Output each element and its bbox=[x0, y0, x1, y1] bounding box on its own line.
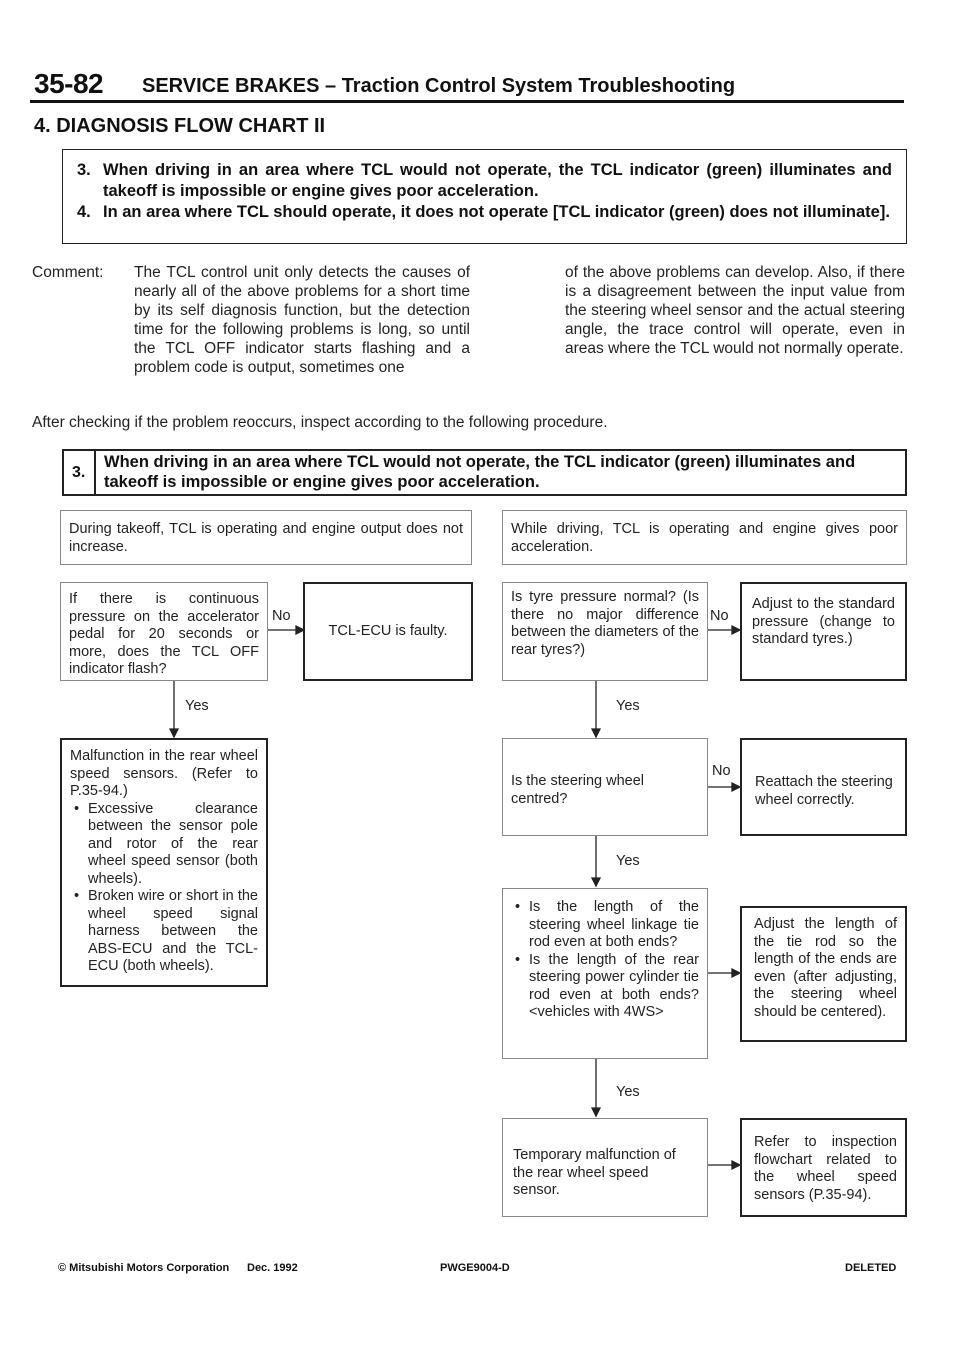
comment-label: Comment: bbox=[32, 264, 104, 281]
no-label: No bbox=[710, 608, 729, 624]
comment-left-column: The TCL control unit only detects the causes of nearly all of the above problems for a short time by its self diagnosis function, but the detection time for the following problems is long, so until the TCL OFF indicator starts flashing and a problem code is output, sometimes one bbox=[134, 264, 470, 376]
flow-question-tyre-pressure: Is tyre pressure normal? (Is there no major difference between the diameters of the rear tyres?) bbox=[502, 582, 708, 681]
flow-result-temporary-malfunction: Temporary malfunction of the rear wheel speed sensor. bbox=[502, 1118, 708, 1217]
flow-question-steering-centred: Is the steering wheel centred? bbox=[502, 738, 708, 836]
condition-item: 3. When driving in an area where TCL would not operate, the TCL indicator (green) illuminates and takeoff is impossible or engine gives poor acceleration. bbox=[77, 161, 892, 200]
section-title: 4. DIAGNOSIS FLOW CHART II bbox=[34, 115, 326, 137]
condition-item: 4. In an area where TCL should operate, it does not operate [TCL indicator (green) does not illuminate]. bbox=[77, 203, 890, 221]
flow-action-reattach-steering: Reattach the steering wheel correctly. bbox=[740, 738, 907, 836]
flow-left-header: During takeoff, TCL is operating and engine output does not increase. bbox=[60, 510, 472, 565]
footer-document-code: PWGE9004-D bbox=[440, 1262, 510, 1274]
flow-action-refer-inspection: Refer to inspection flowchart related to the wheel speed sensors (P.35-94). bbox=[740, 1118, 907, 1217]
flow-right-header: While driving, TCL is operating and engine gives poor acceleration. bbox=[502, 510, 907, 565]
page-number: 35-82 bbox=[34, 68, 104, 99]
flow-left-no-result: TCL-ECU is faulty. bbox=[303, 582, 473, 681]
flow-left-question-1: If there is continuous pressure on the accelerator pedal for 20 seconds or more, does the TCL OFF indicator flash? bbox=[60, 582, 268, 681]
yes-label: Yes bbox=[616, 698, 640, 714]
problem-number: 3. bbox=[72, 464, 86, 481]
flow-question-tie-rod-length: • Is the length of the steering wheel linkage tie rod even at both ends? • Is the length of the rear steering power cylinder tie rod even at both ends? <vehicles with 4WS> bbox=[502, 888, 708, 1059]
problem-text: When driving in an area where TCL would not operate, the TCL indicator (green) illuminates and takeoff is impossible or engine gives poor acceleration. bbox=[104, 453, 856, 491]
flow-left-yes-result: Malfunction in the rear wheel speed sensors. (Refer to P.35-94.) • Excessive clearance between the sensor pole and rotor of the rear wheel speed sensor (both wheels). • Broken wire or short in the wheel speed signal harness between the ABS-ECU and the TCL-ECU (both wheels). bbox=[60, 738, 268, 987]
footer-copyright: © Mitsubishi Motors Corporation bbox=[58, 1262, 230, 1274]
comment-right-column: of the above problems can develop. Also, if there is a disagreement between the input value from the steering wheel sensor and the actual steering angle, the trace control will operate, even in areas where the TCL would not normally operate. bbox=[565, 264, 905, 357]
flow-action-adjust-tie-rod: Adjust the length of the tie rod so the length of the ends are even (after adjusting, the steering wheel should be centered). bbox=[740, 906, 907, 1042]
footer-date: Dec. 1992 bbox=[247, 1262, 298, 1274]
yes-label: Yes bbox=[185, 698, 209, 714]
yes-label: Yes bbox=[616, 1084, 640, 1100]
flow-action-adjust-pressure: Adjust to the standard pressure (change to standard tyres.) bbox=[740, 582, 907, 681]
page-header-title: SERVICE BRAKES – Traction Control System Troubleshooting bbox=[142, 75, 736, 97]
instruction-text: After checking if the problem reoccurs, inspect according to the following procedure. bbox=[32, 414, 608, 431]
yes-label: Yes bbox=[616, 853, 640, 869]
no-label: No bbox=[272, 608, 291, 624]
no-label: No bbox=[712, 763, 731, 779]
footer-status: DELETED bbox=[845, 1262, 897, 1274]
